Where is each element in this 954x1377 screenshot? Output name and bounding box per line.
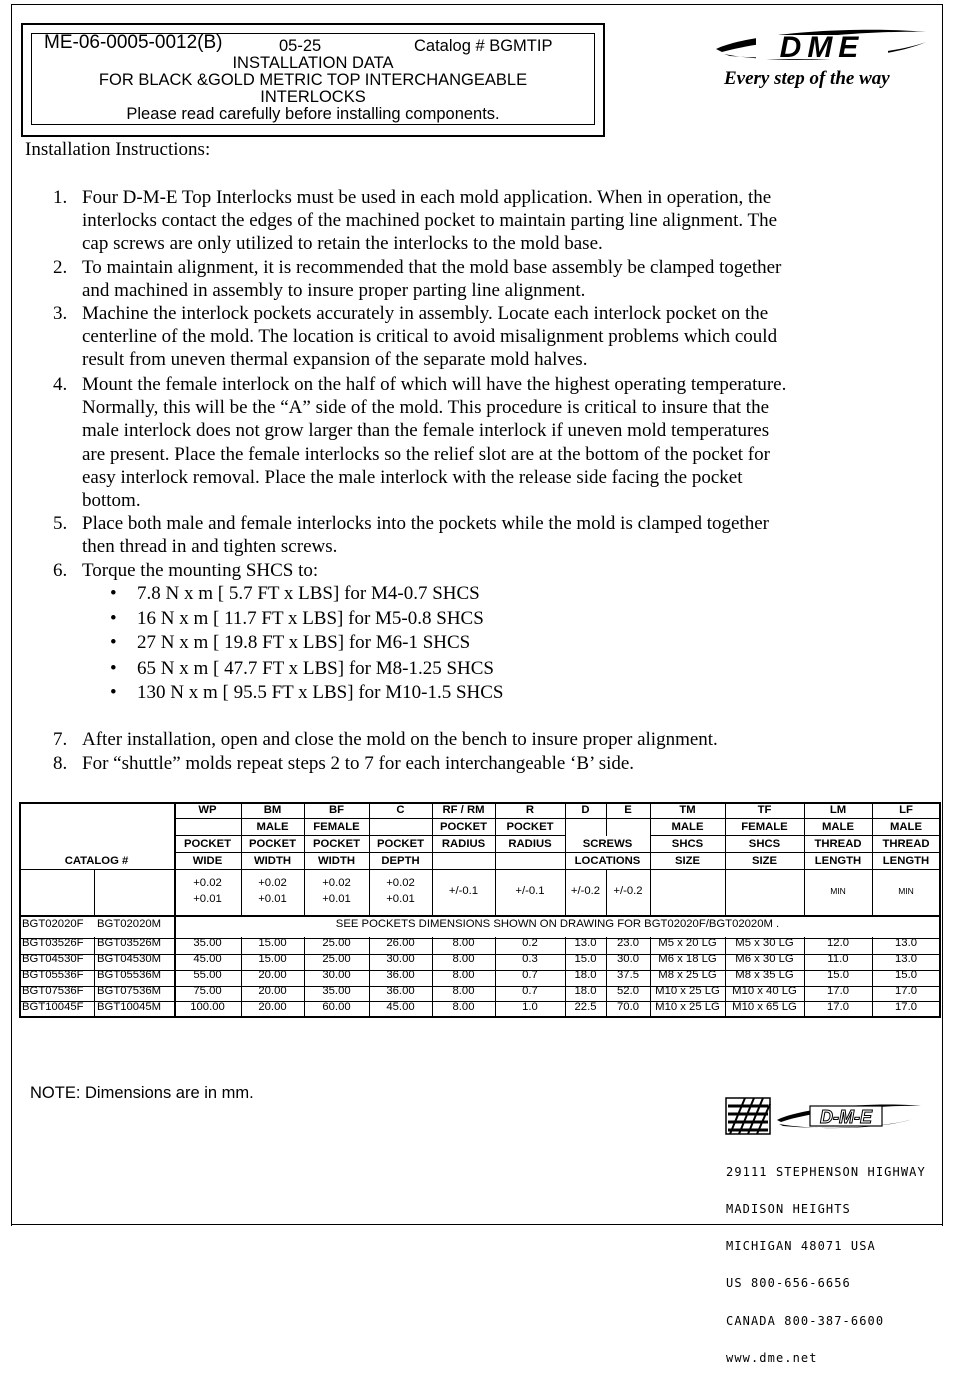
col-code: TM <box>679 804 696 816</box>
dimensions-note: NOTE: Dimensions are in mm. <box>30 1084 254 1102</box>
col-code: C <box>396 804 405 816</box>
step-3-text: Machine the interlock pockets accurately in assembly. Locate each interlock pocket on the centerline of the mold. The location is critical to avoid misalignment problems which could result from uneven thermal expansion of the separate mold halves. <box>82 303 778 371</box>
table-cell: 15.00 <box>258 953 287 965</box>
table-cell: 22.5 <box>574 1001 597 1013</box>
col-label: DEPTH <box>381 855 420 867</box>
step-number: 6. <box>53 560 68 581</box>
address-phone-canada: CANADA 800-387-6600 <box>726 1313 885 1328</box>
table-cell: 36.00 <box>386 969 415 981</box>
table-cell: 15.0 <box>827 969 849 981</box>
table-cell: 17.0 <box>827 985 849 997</box>
step-6-text: Torque the mounting SHCS to: <box>82 560 319 581</box>
part-number-male: BGT03526M <box>97 937 162 949</box>
doc-number: ME-06-0005-0012(B) <box>44 32 223 53</box>
table-cell: 70.0 <box>617 1001 639 1013</box>
table-cell: 35.00 <box>193 937 222 949</box>
torque-item: 27 N x m [ 19.8 FT x LBS] for M6-1 SHCS <box>137 632 471 653</box>
table-cell: M5 x 20 LG <box>658 937 717 949</box>
step-number: 5. <box>53 513 68 534</box>
table-cell: 11.0 <box>827 953 849 965</box>
part-number-female: BGT04530F <box>22 953 84 965</box>
logo-text: DME <box>779 31 865 64</box>
col-label: POCKET <box>506 821 554 833</box>
table-cell: M8 x 25 LG <box>658 969 717 981</box>
col-tolerance: +/-0.2 <box>570 885 601 897</box>
brand-tagline: Every step of the way <box>724 68 890 89</box>
table-cell: 45.00 <box>193 953 222 965</box>
step-8-text: For “shuttle” molds repeat steps 2 to 7 for each interchangeable ‘B’ side. <box>82 753 635 774</box>
see-drawing-note: SEE POCKETS DIMENSIONS SHOWN ON DRAWING FOR BGT02020F/BGT02020M . <box>335 918 780 930</box>
table-cell: 15.00 <box>258 937 287 949</box>
col-code: LM <box>829 804 847 816</box>
table-col-line <box>94 937 95 1017</box>
torque-item: 7.8 N x m [ 5.7 FT x LBS] for M4-0.7 SHCS <box>137 583 480 604</box>
bullet-dot: • <box>110 632 117 653</box>
table-cell: M6 x 18 LG <box>658 953 717 965</box>
footer-logo-mark <box>726 1098 770 1134</box>
table-cell: 18.0 <box>574 969 597 981</box>
col-label: POCKET <box>183 838 232 850</box>
table-cell: 23.0 <box>617 937 639 949</box>
table-cell: 15.0 <box>895 969 917 981</box>
table-cell: 52.0 <box>617 985 639 997</box>
step-2-text: To maintain alignment, it is recommended that the mold base assembly be clamped together and machined in assembly to insure proper parting line alignment. <box>82 257 782 302</box>
col-tolerance: +0.02 <box>258 877 287 889</box>
dme-logo <box>712 24 932 70</box>
footer-logo-text: D-M-E <box>820 1107 872 1127</box>
table-cell: 37.5 <box>617 969 639 981</box>
col-label: POCKET <box>248 838 297 850</box>
address-phone-us: US 800-656-6656 <box>726 1276 851 1291</box>
col-tolerance: +/-0.1 <box>448 885 479 897</box>
address-line: MICHIGAN 48071 USA <box>726 1239 876 1254</box>
table-cell: 17.0 <box>895 1001 917 1013</box>
header-title-2: FOR BLACK &GOLD METRIC TOP INTERCHANGEABLE <box>98 71 528 89</box>
address-line: MADISON HEIGHTS <box>726 1202 851 1217</box>
part-number-female: BGT10045F <box>22 1001 84 1013</box>
table-cell: 36.00 <box>386 985 415 997</box>
table-cell: 0.7 <box>522 969 538 981</box>
table-cell: 60.00 <box>322 1001 351 1013</box>
instructions-heading: Installation Instructions: <box>25 139 211 160</box>
first-row-female: BGT02020F <box>22 918 84 930</box>
spec-table <box>19 802 941 1018</box>
table-col-line <box>565 802 566 916</box>
col-label: RADIUS <box>441 838 486 850</box>
first-row-male: BGT02020M <box>97 918 162 930</box>
col-label: LENGTH <box>882 855 930 867</box>
table-cell: 30.0 <box>617 953 639 965</box>
col-tolerance: +/-0.1 <box>515 885 545 897</box>
table-col-line <box>432 802 433 916</box>
part-number-female: BGT07536F <box>22 985 84 997</box>
header-title-1: INSTALLATION DATA <box>232 54 394 72</box>
table-col-line <box>174 802 176 1016</box>
col-label: SHCS <box>748 838 781 850</box>
table-cell: 13.0 <box>895 937 917 949</box>
header-row-line <box>650 835 941 836</box>
col-code: LF <box>899 804 913 816</box>
col-label: POCKET <box>439 821 488 833</box>
table-cell: 15.0 <box>574 953 597 965</box>
part-number-male: BGT05536M <box>97 969 162 981</box>
table-cell: M10 x 25 LG <box>655 985 720 997</box>
table-cell: 35.00 <box>322 985 351 997</box>
table-cell: 8.00 <box>452 1001 475 1013</box>
table-cell: 20.00 <box>258 985 287 997</box>
part-number-male: BGT04530M <box>97 953 162 965</box>
step-7-text: After installation, open and close the mold on the bench to insure proper alignment. <box>82 729 718 750</box>
locations-header: LOCATIONS <box>574 855 641 867</box>
table-border-bottom <box>19 1016 941 1018</box>
step-number: 1. <box>53 187 68 208</box>
step-number: 7. <box>53 729 68 750</box>
table-col-line <box>94 869 95 916</box>
step-4-text: Mount the female interlock on the half of which will have the highest operating temperature. Normally, this will be the “A” side of the mold. This procedure is critical to insure that the male interlock does not grow larger than the female interlock if uneven mold temperatures are present. Place the female interlocks so the relief slot are at the bottom of the pocket for easy interlock removal. Place the male interlock with the release side facing the pocket bottom. <box>82 374 787 511</box>
table-cell: M6 x 30 LG <box>735 953 794 965</box>
table-cell: 8.00 <box>452 937 475 949</box>
bullet-dot: • <box>110 583 117 604</box>
screws-header: SCREWS <box>582 838 633 850</box>
part-number-female: BGT03526F <box>22 937 84 949</box>
step-number: 4. <box>53 374 68 395</box>
header-row-line <box>174 869 941 870</box>
table-col-line <box>495 802 496 916</box>
col-label: WIDTH <box>317 855 356 867</box>
col-label: THREAD <box>882 838 930 850</box>
col-code: R <box>525 804 535 816</box>
table-cell: 18.0 <box>574 985 597 997</box>
table-cell: M10 x 25 LG <box>655 1001 720 1013</box>
bullet-dot: • <box>110 682 117 703</box>
header-row-line <box>174 818 941 819</box>
part-number-male: BGT07536M <box>97 985 162 997</box>
table-cell: 25.00 <box>322 953 351 965</box>
col-label: SIZE <box>674 855 701 867</box>
col-label: SHCS <box>671 838 704 850</box>
col-label: POCKET <box>376 838 425 850</box>
col-tolerance: +/-0.2 <box>613 885 643 897</box>
table-cell: 30.00 <box>386 953 415 965</box>
table-cell: 8.00 <box>452 985 475 997</box>
table-cell: 26.00 <box>386 937 415 949</box>
col-tolerance: +0.01 <box>193 893 222 905</box>
table-cell: 8.00 <box>452 969 475 981</box>
catalog-number: Catalog # BGMTIP <box>414 37 553 55</box>
step-5-text: Place both male and female interlocks into the pockets while the mold is clamped together then thread in and tighten screws. <box>82 513 769 558</box>
company-address <box>726 1141 926 1377</box>
col-label: MALE <box>671 821 704 833</box>
col-tolerance: +0.02 <box>386 877 415 889</box>
col-code: RF / RM <box>442 804 485 816</box>
table-cell: 1.0 <box>522 1001 538 1013</box>
header-row-line <box>650 852 941 853</box>
website-link[interactable]: www.dme.net <box>726 1350 818 1365</box>
col-label: FEMALE <box>741 821 788 833</box>
col-label: WIDTH <box>253 855 292 867</box>
table-cell: 0.2 <box>522 937 538 949</box>
col-tolerance: +0.02 <box>322 877 351 889</box>
address-line: 29111 STEPHENSON HIGHWAY <box>726 1164 926 1179</box>
table-cell: 17.0 <box>895 985 917 997</box>
header-notice: Please read carefully before installing components. <box>126 105 500 123</box>
table-cell: 100.00 <box>190 1001 225 1013</box>
table-cell: 17.0 <box>827 1001 849 1013</box>
table-cell: 25.00 <box>322 937 351 949</box>
col-label: MALE <box>256 821 289 833</box>
table-cell: 45.00 <box>386 1001 415 1013</box>
col-tolerance: +0.01 <box>386 893 415 905</box>
torque-item: 16 N x m [ 11.7 FT x LBS] for M5-0.8 SHCS <box>137 608 484 629</box>
table-cell: 13.0 <box>895 953 917 965</box>
header-row-line <box>19 869 174 870</box>
lf-min-label: MIN <box>898 886 914 896</box>
header-row-line <box>565 852 650 853</box>
table-cell: 75.00 <box>193 985 222 997</box>
part-number-male: BGT10045M <box>97 1001 162 1013</box>
col-code: D <box>581 804 590 816</box>
col-tolerance: +0.01 <box>258 893 287 905</box>
table-cell: M5 x 30 LG <box>735 937 794 949</box>
step-number: 2. <box>53 257 68 278</box>
col-label: POCKET <box>312 838 361 850</box>
lm-min-label: MIN <box>830 886 846 896</box>
doc-date: 05-25 <box>279 37 322 55</box>
table-cell: M10 x 65 LG <box>732 1001 797 1013</box>
col-label: WIDE <box>192 855 223 867</box>
part-number-female: BGT05536F <box>22 969 84 981</box>
col-label: FEMALE <box>313 821 360 833</box>
torque-item: 130 N x m [ 95.5 FT x LBS] for M10-1.5 SHCS <box>137 682 504 703</box>
step-number: 3. <box>53 303 68 324</box>
col-code: TF <box>757 804 772 816</box>
table-cell: M10 x 40 LG <box>732 985 797 997</box>
col-code: WP <box>198 804 217 816</box>
col-code: BM <box>263 804 282 816</box>
col-tolerance: +0.01 <box>322 893 351 905</box>
step-1-text: Four D-M-E Top Interlocks must be used in each mold application. When in operation, the interlocks contact the edges of the machined pocket to maintain parting line alignment. The cap screws are only utilized to retain the interlocks to the mold base. <box>82 187 778 255</box>
table-cell: 8.00 <box>452 953 475 965</box>
col-label: MALE <box>821 821 854 833</box>
footer-dme-logo <box>725 1096 925 1136</box>
col-label: MALE <box>889 821 922 833</box>
table-cell: 30.00 <box>322 969 351 981</box>
col-code: BF <box>328 804 345 816</box>
table-cell: 0.7 <box>522 985 538 997</box>
table-cell: 55.00 <box>193 969 222 981</box>
bullet-dot: • <box>110 608 117 629</box>
bullet-dot: • <box>110 658 117 679</box>
col-label: RADIUS <box>508 838 552 850</box>
table-cell: 13.0 <box>574 937 597 949</box>
col-code: E <box>624 804 632 816</box>
table-cell: 20.00 <box>258 969 287 981</box>
table-cell: M8 x 35 LG <box>735 969 794 981</box>
table-cell: 20.00 <box>258 1001 287 1013</box>
catalog-header: CATALOG # <box>64 855 129 867</box>
table-cell: 12.0 <box>827 937 849 949</box>
step-number: 8. <box>53 753 68 774</box>
table-header-divider <box>19 915 941 917</box>
col-label: THREAD <box>814 838 862 850</box>
header-title-3: INTERLOCKS <box>260 88 366 106</box>
torque-item: 65 N x m [ 47.7 FT x LBS] for M8-1.25 SHCS <box>137 658 494 679</box>
col-tolerance: +0.02 <box>193 877 222 889</box>
col-label: SIZE <box>751 855 778 867</box>
table-cell: 0.3 <box>522 953 538 965</box>
col-label: LENGTH <box>814 855 862 867</box>
